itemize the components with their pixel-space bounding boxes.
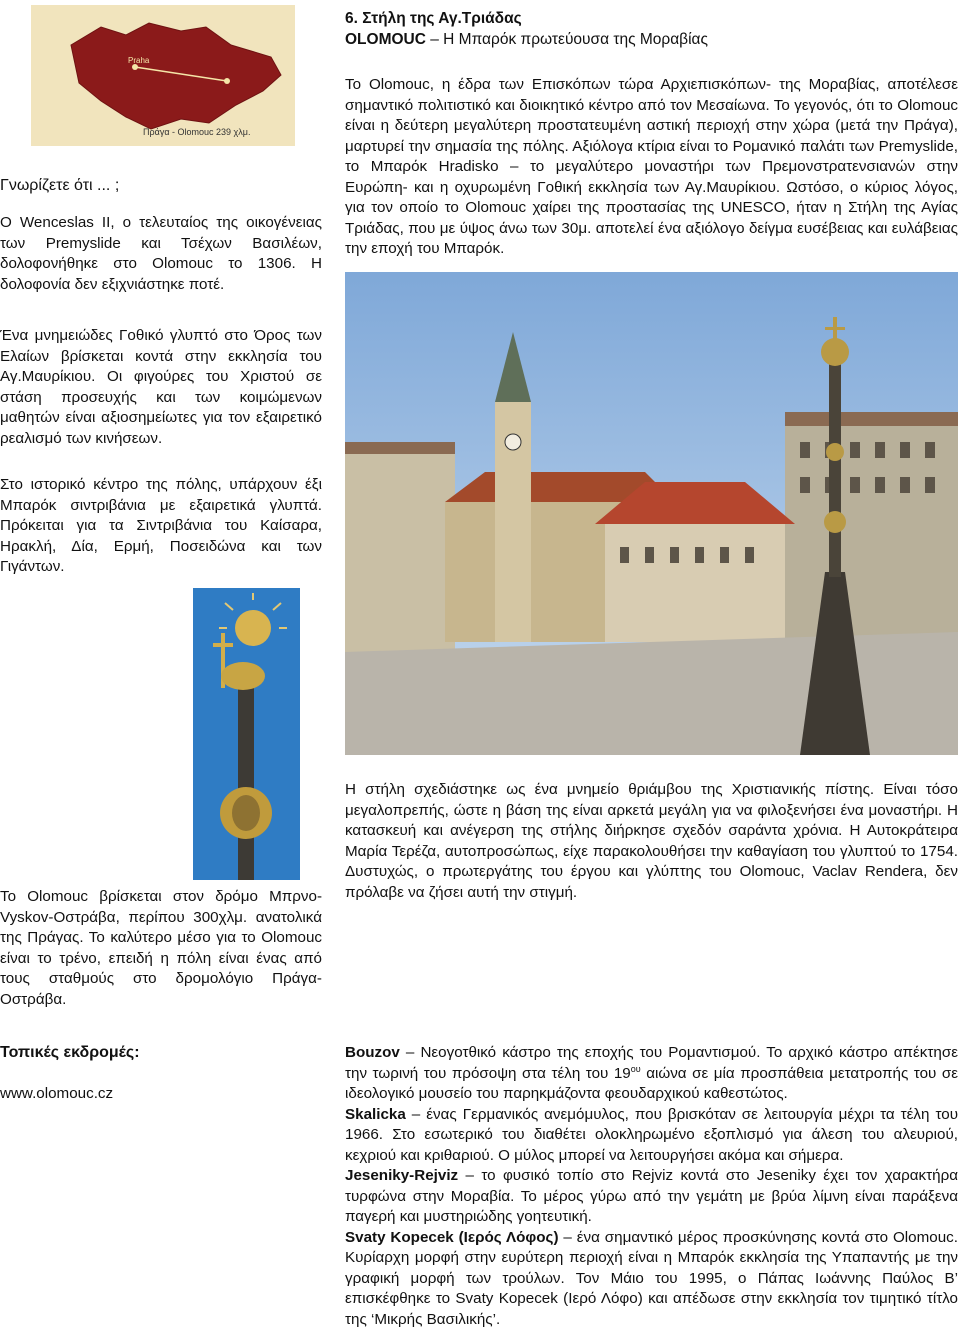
trip-text: – ένα σημαντικό μέρος προσκύνησης κοντά στο Olomouc. Κυρίαρχη μορφή στην ευρύτερη περιοχή είναι η Μπαρόκ εκκλησία της Υπαπαντής με την γραφική μορφή των τρούλων. Τον Μάιο του 1995, ο Πάπας Ιωάννης Παύλος Β’ επισκέφθηκε το Svaty Kopecek (Ιερό Λόφο) και απέδωσε στην εκκλησία τον τιμητικό τίτλο της ‘Μικρής Βασιλικής’.	[345, 1228, 958, 1328]
gothic-sculpture-paragraph: Ένα μνημειώδες Γοθικό γλυπτό στο Όρος των Ελαίων βρίσκεται κοντά στην εκκλησία του Αγ.Μαυρίκιου. Οι φιγούρες του Χριστού σε στάση προσευχής και των κοιμώμενων μαθητών είναι αξιοσημείωτες για τον εξαιρετικό ρεαλισμό των κινήσεων.	[0, 327, 322, 447]
intro-paragraph: Το Olomouc, η έδρα των Επισκόπων τώρα Αρχιεπισκόπων- της Μοραβίας, αποτέλεσε σημαντικό πολιτιστικό και διοικητικό κέντρο από τον Μεσαίωνα. Το γεγονός, ότι το Olomouc είναι η δεύτερη μεγαλύτερη προστατευμένη αστική περιοχή στην χώρα (μετά την Πράγα), μαρτυρεί την σημασία της πόλης. Αξιόλογα κτίρια είναι το Ρομανικό παλάτι των Premyslide, το Μπαρόκ Hradisko – το μεγαλύτερο μοναστήρι των Πρεμονστρατενσιανών στην Ευρώπη- και η οχυρωμένη Γοθική εκκλησία των Αγ.Μαυρίκιου. Ωστόσο, ο κύριος λόγος, για τον οποίο το Olomouc χαίρει της προστασίας της UNESCO, ήταν η Στήλη της Αγίας Τριάδας, που με ύψος άνω των 30μ. αποτελεί ένα αξιόλογο δείγμα ευσέβειας και ευλάβειας την εποχή του Μπαρόκ.	[345, 76, 958, 257]
trip-item-skalicka	[345, 1105, 958, 1167]
trinity-column-illustration	[193, 588, 300, 880]
trip-text: – το φυσικό τοπίο στο Rejviz κοντά στο Jeseniky έχει τον χαρακτήρα τυρφώνα στην Μοραβία. Το μέρος γύρω από την γεμάτη με βρύα λίμνη είναι παράξενα παγερή και μυστηριώδης γοητευτική.	[345, 1167, 958, 1225]
did-you-know-title: Γνωρίζετε ότι ... ;	[0, 177, 120, 194]
column-history-paragraph: Η στήλη σχεδιάστηκε ως ένα μνημείο θριάμβου της Χριστιανικής πίστης. Είναι τόσο μεγαλοπρεπής, ώστε η βάση της είναι αρκετά μεγάλη για να φιλοξενήσει ένα μοναστήρι. Η κατασκευή και ανέγερση της στήλης διήρκησε σχεδόν σαράντα χρόνια. Η Αυτοκράτειρα Μαρία Τερέζα, αυτοπροσώπως, είχε παρακολουθήσει την καθαγίαση του γλυπτού το 1754. Δυστυχώς, ο πρωτεργάτης του έργου και γλύπτης του Olomouc, Vaclav Rendera, δεν πρόλαβε να ζήσει αυτή την στιγμή.	[345, 781, 958, 901]
trip-item-jeseniky	[345, 1166, 958, 1228]
trip-name: Bouzov	[345, 1044, 400, 1061]
page-subtitle	[345, 29, 955, 50]
town-square-photo	[345, 272, 958, 755]
did-you-know-text: Ο Wenceslas II, ο τελευταίος της οικογένειας των Premyslide και Τσέχων Βασιλέων, δολοφονήθηκε στο Olomouc το 1306. Η δολοφονία δεν εξιχνιάστηκε ποτέ.	[0, 214, 322, 293]
location-paragraph: Το Olomouc βρίσκεται στον δρόμο Μπρνο-Vyskov-Οστράβα, περίπου 300χλμ. ανατολικά της Πράγας. Το καλύτερο μέσο για το Olomouc είναι το τρένο, επειδή η πόλη είναι ένας από τους σταθμούς στο δρομολόγιο Πράγα-Οστράβα.	[0, 888, 322, 1008]
superscript-ou: ου	[630, 1063, 641, 1074]
trip-text: – ένας Γερμανικός ανεμόμυλος, που βρισκόταν σε λειτουργία μέχρι τα τέλη του 1966. Στο εσωτερικό του διαθέτει ολοκληρωμένο εξοπλισμό για άλεση του αλευριού, κεχριού και κριθαριού. Ο μύλος μπορεί να λειτουργήσει ακόμα και σήμερα.	[345, 1105, 958, 1164]
trip-name: Skalicka	[345, 1105, 406, 1123]
fountains-paragraph: Στο ιστορικό κέντρο της πόλης, υπάρχουν έξι Μπαρόκ σιντριβάνια με εξαιρετικά γλυπτά. Πρόκειται για τα Σιντριβάνια του Καίσαρα, Ηρακλή, Δία, Ερμή, Ποσειδώνα και των Γιγάντων.	[0, 476, 322, 575]
czech-map	[31, 5, 295, 146]
subtitle-text: – Η Μπαρόκ πρωτεύουσα της Μοραβίας	[425, 31, 708, 48]
town-square-illustration	[345, 272, 958, 755]
trip-name: Svaty Kopecek (Ιερός Λόφος)	[345, 1228, 559, 1246]
trip-name: Jeseniky-Rejviz	[345, 1167, 459, 1184]
map-label-praha: Praha	[128, 56, 150, 65]
trip-text: αιώνα σε μία προσπάθεια μετατροπής του σε ιδεολογικό μουσείο του παρηκμάζοντα φεουδαρχικού καθεστώτος.	[345, 1064, 958, 1102]
website-link[interactable]: www.olomouc.cz	[0, 1085, 114, 1102]
trip-text: – Νεογοτθικό κάστρο της εποχής του Ρομαντισμού. Το αρχικό κάστρο απέκτησε την τωρινή του πρόσοψη στα τέλη του 19	[345, 1044, 958, 1082]
local-trips-list	[345, 1043, 958, 1330]
trip-item-svaty-kopecek	[345, 1228, 958, 1331]
trinity-column-photo	[193, 588, 300, 880]
city-name: OLOMOUC	[345, 31, 426, 48]
section-heading	[345, 8, 955, 50]
trip-item-bouzov	[345, 1043, 958, 1105]
page-title: 6. Στήλη της Αγ.Τριάδας	[345, 10, 522, 27]
map-caption: Πράγα - Olomouc 239 χλμ.	[143, 127, 251, 137]
czech-map-graphic	[31, 5, 295, 146]
local-trips-title: Τοπικές εκδρομές:	[0, 1044, 140, 1061]
